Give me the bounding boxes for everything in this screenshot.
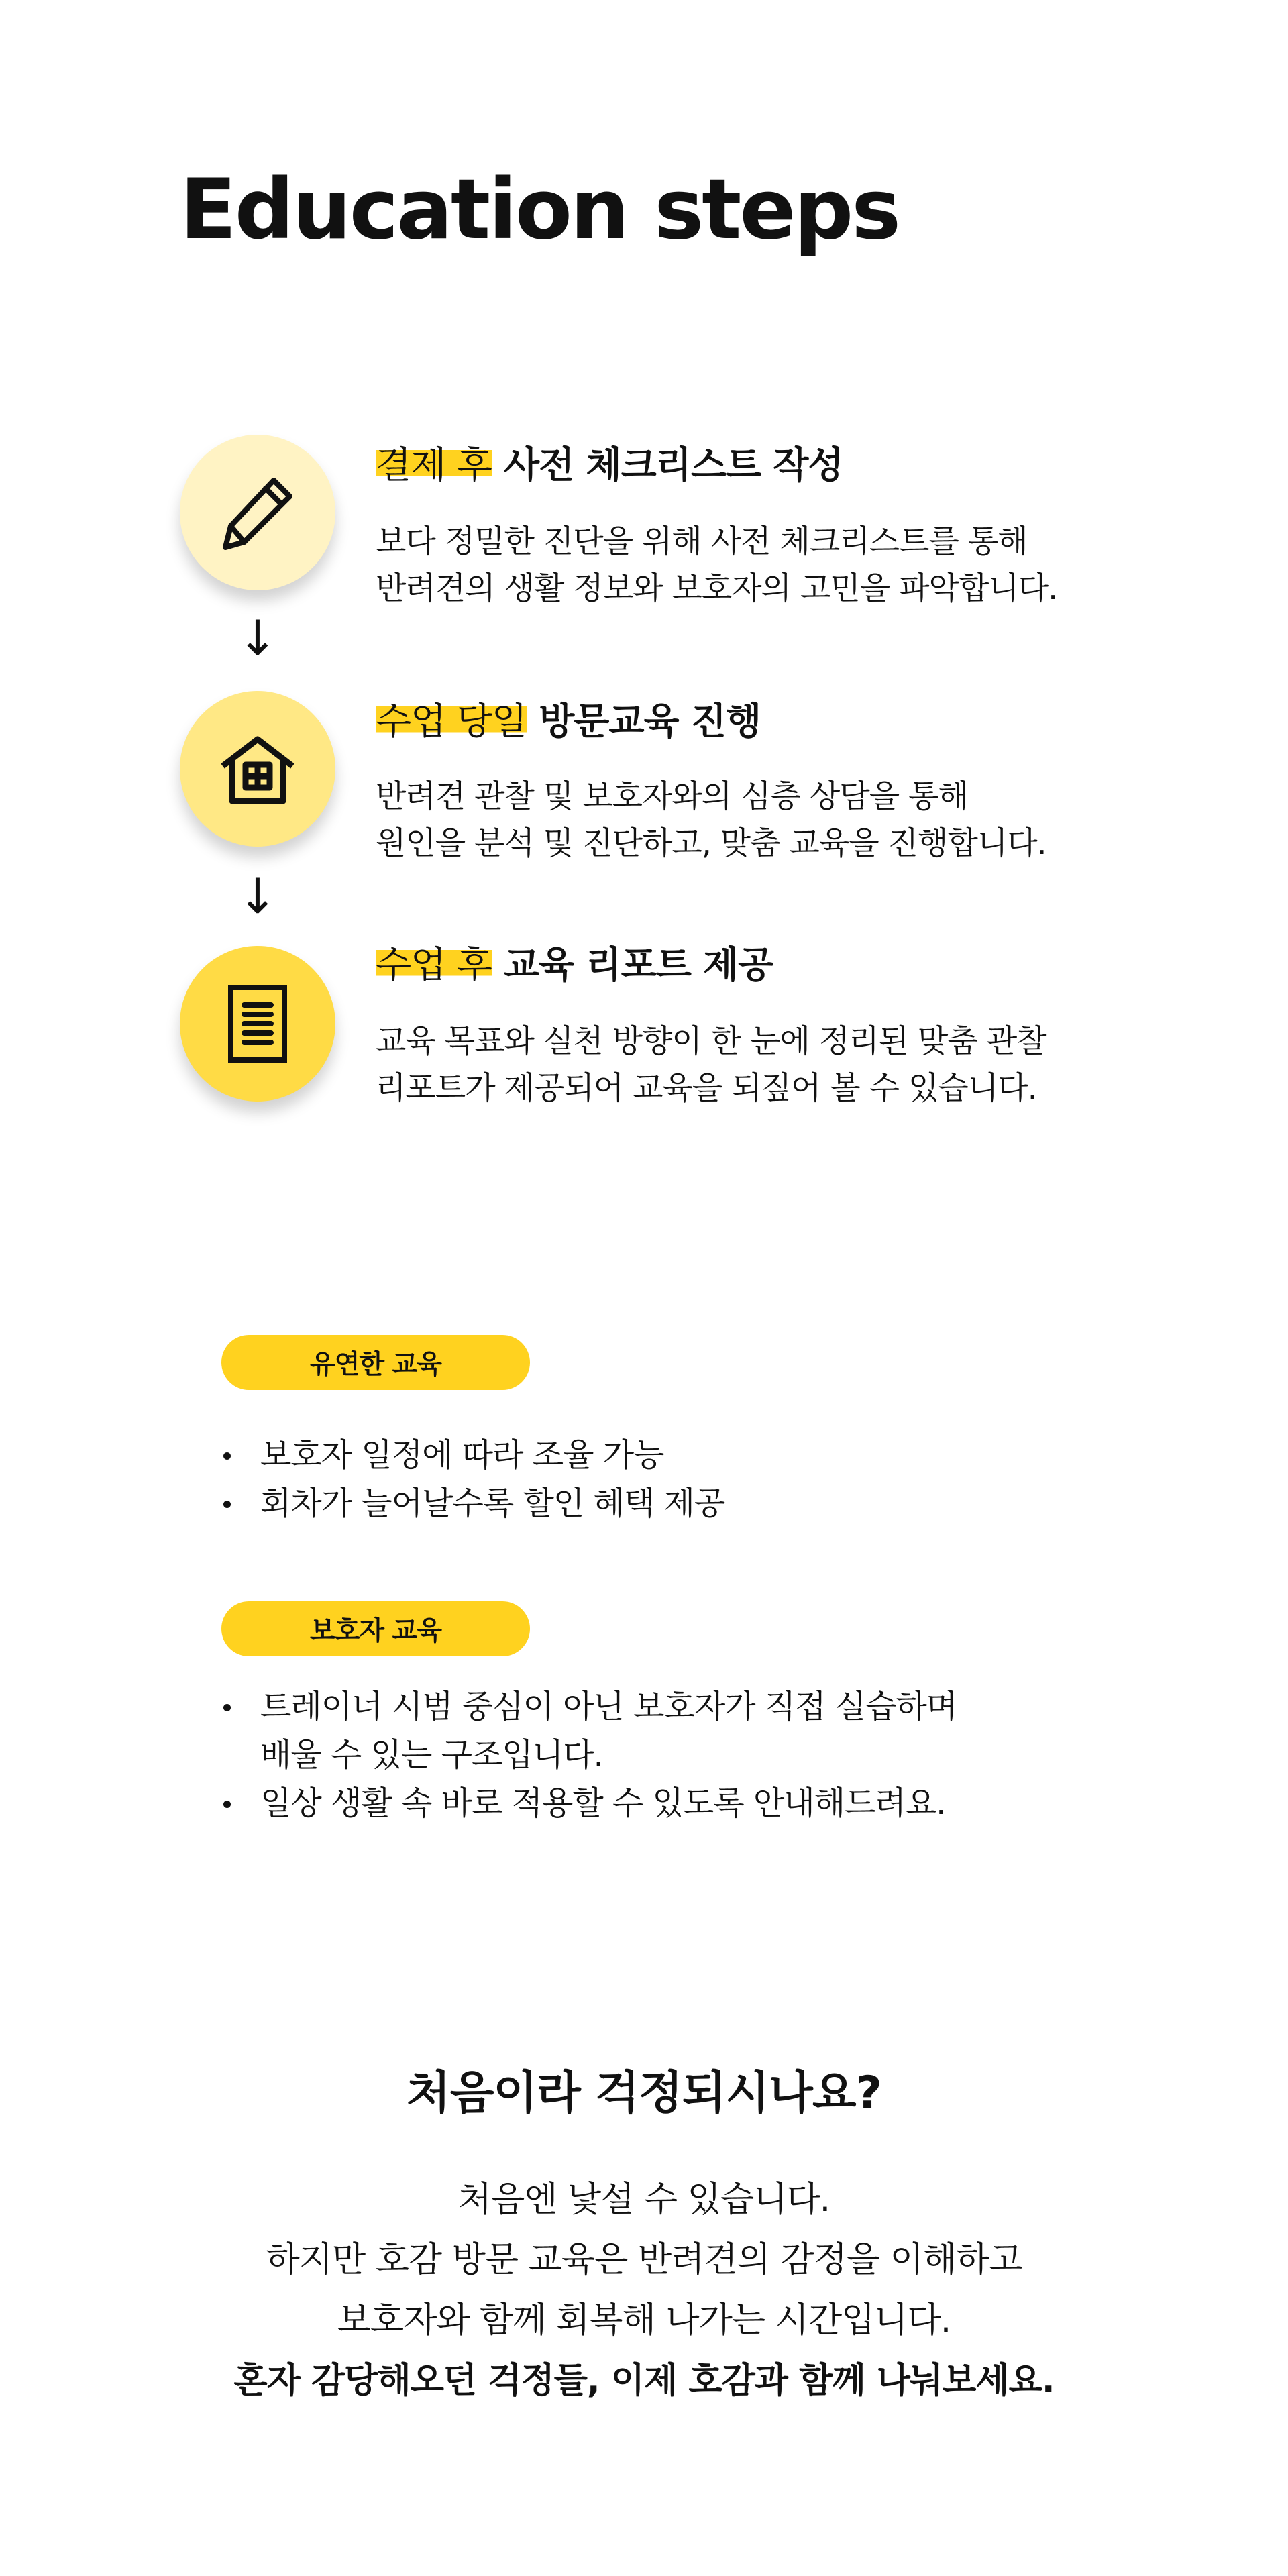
step-arrow-2: ↓: [237, 868, 278, 924]
closing-title: 처음이라 걱정되시나요?: [407, 2067, 881, 2120]
step-1-highlight: 결제 후: [376, 443, 492, 486]
list-item-line-1: 트레이너 시범 중심이 아닌 보호자가 직접 실습하며: [260, 1688, 957, 1725]
list-item: [218, 1682, 957, 1779]
list-item: 보호자 일정에 따라 조율 가능: [218, 1431, 724, 1479]
closing-line-1: 처음엔 낯설 수 있습니다.: [458, 2180, 830, 2220]
step-2-title: [376, 699, 761, 743]
page-title: Education steps: [180, 162, 900, 258]
step-1-desc-line-2: 반려견의 생활 정보와 보호자의 고민을 파악합니다.: [376, 570, 1058, 607]
flexible-education-list: [218, 1431, 724, 1527]
step-1-title: [376, 443, 843, 487]
list-item: 회차가 늘어날수록 할인 혜택 제공: [218, 1479, 724, 1527]
list-item-line-2: 배울 수 있는 구조입니다.: [260, 1736, 603, 1774]
step-1-title-text: 사전 체크리스트 작성: [504, 443, 843, 486]
pencil-icon: [215, 470, 301, 555]
step-2-icon-circle: [180, 691, 335, 847]
report-icon: [215, 981, 301, 1067]
guardian-education-list: [218, 1682, 957, 1827]
guardian-education-badge: 보호자 교육: [221, 1601, 530, 1656]
step-2-desc-line-1: 반려견 관찰 및 보호자와의 심층 상담을 통해: [376, 778, 968, 815]
step-arrow-1: ↓: [237, 610, 278, 666]
step-2-desc-line-2: 원인을 분석 및 진단하고, 맞춤 교육을 진행합니다.: [376, 825, 1046, 862]
list-item: 일상 생활 속 바로 적용할 수 있도록 안내해드려요.: [218, 1779, 957, 1827]
step-2-highlight: 수업 당일: [376, 700, 527, 743]
flexible-education-badge: 유연한 교육: [221, 1335, 530, 1390]
step-3-desc-line-2: 리포트가 제공되어 교육을 되짚어 볼 수 있습니다.: [376, 1070, 1037, 1107]
closing-text: [0, 2169, 1288, 2411]
step-3-highlight: 수업 후: [376, 943, 492, 986]
step-3-icon-circle: [180, 946, 335, 1102]
step-3-title-text: 교육 리포트 제공: [504, 943, 773, 986]
step-1-description: [376, 519, 1057, 612]
step-3-description: [376, 1018, 1046, 1112]
closing-line-2: 하지만 호감 방문 교육은 반려견의 감정을 이해하고: [266, 2240, 1022, 2280]
closing-line-3: 보호자와 함께 회복해 나가는 시간입니다.: [337, 2300, 951, 2341]
step-2-title-text: 방문교육 진행: [539, 700, 761, 743]
closing-line-4: 혼자 감당해오던 걱정들, 이제 호감과 함께 나눠보세요.: [233, 2361, 1055, 2401]
step-1-desc-line-1: 보다 정밀한 진단을 위해 사전 체크리스트를 통해: [376, 523, 1028, 560]
step-2-description: [376, 773, 1046, 867]
step-3-title: [376, 943, 773, 987]
step-1-icon-circle: [180, 435, 335, 590]
house-icon: [215, 726, 301, 812]
step-3-desc-line-1: 교육 목표와 실천 방향이 한 눈에 정리된 맞춤 관찰: [376, 1023, 1046, 1060]
